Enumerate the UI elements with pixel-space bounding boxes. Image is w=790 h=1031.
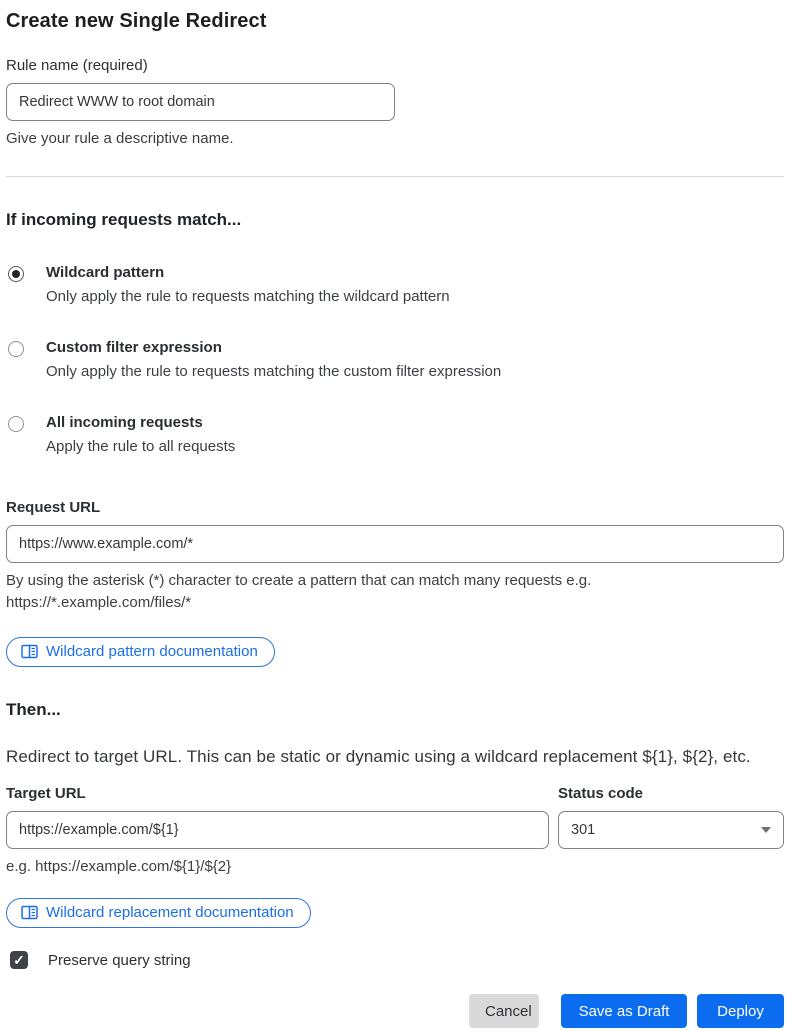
status-code-value: 301 <box>571 822 596 839</box>
request-url-help-line2: https://*.example.com/files/* <box>6 593 192 611</box>
rule-name-label: Rule name (required) <box>6 57 148 74</box>
checkbox-checked-icon[interactable]: ✓ <box>10 951 28 969</box>
form-actions <box>6 994 784 1028</box>
target-url-help: e.g. https://example.com/${1}/${2} <box>6 858 232 876</box>
cancel-button[interactable]: Cancel <box>469 994 539 1028</box>
rule-name-help: Give your rule a descriptive name. <box>6 130 234 147</box>
rule-name-input[interactable] <box>6 83 395 121</box>
target-url-input[interactable] <box>6 811 549 849</box>
radio-wildcard-pattern-desc: Only apply the rule to requests matching the wildcard pattern <box>46 287 450 305</box>
preserve-query-label: Preserve query string <box>48 951 191 969</box>
radio-all-requests[interactable] <box>6 414 784 455</box>
then-description: Redirect to target URL. This can be static or dynamic using a wildcard replacement ${1}, ${2}, etc. <box>6 747 751 767</box>
target-row <box>6 767 784 878</box>
preserve-query-checkbox-row[interactable] <box>6 951 784 969</box>
page-title: Create new Single Redirect <box>6 10 267 32</box>
radio-selected-icon[interactable] <box>8 266 24 282</box>
radio-custom-filter-label: Custom filter expression <box>46 338 222 356</box>
then-section-heading: Then... <box>6 700 61 720</box>
request-url-label: Request URL <box>6 498 101 516</box>
request-url-help <box>6 570 784 614</box>
deploy-button[interactable]: Deploy <box>697 994 784 1028</box>
chevron-down-icon <box>761 827 771 833</box>
book-icon <box>21 905 38 920</box>
wildcard-pattern-doc-label: Wildcard pattern documentation <box>46 643 258 661</box>
radio-custom-filter-desc: Only apply the rule to requests matching the custom filter expression <box>46 362 502 380</box>
status-code-label: Status code <box>558 785 644 803</box>
radio-all-requests-desc: Apply the rule to all requests <box>46 437 236 455</box>
section-divider <box>6 176 784 177</box>
status-code-select[interactable] <box>558 811 784 849</box>
wildcard-replacement-doc-label: Wildcard replacement documentation <box>46 904 294 921</box>
match-type-radio-group <box>6 264 784 455</box>
radio-unselected-icon[interactable] <box>8 341 24 357</box>
radio-custom-filter[interactable] <box>6 339 784 380</box>
request-url-help-line1: By using the asterisk (*) character to create a pattern that can match many requests e.g. <box>6 571 592 589</box>
radio-unselected-icon[interactable] <box>8 416 24 432</box>
save-as-draft-button[interactable]: Save as Draft <box>561 994 687 1028</box>
book-icon <box>21 644 38 659</box>
radio-all-requests-label: All incoming requests <box>46 413 203 431</box>
radio-wildcard-pattern-label: Wildcard pattern <box>46 263 165 281</box>
target-url-label: Target URL <box>6 785 86 803</box>
wildcard-pattern-doc-button[interactable] <box>6 637 275 667</box>
match-section-heading: If incoming requests match... <box>6 209 242 229</box>
request-url-input[interactable] <box>6 525 784 563</box>
wildcard-replacement-doc-button[interactable] <box>6 898 311 928</box>
radio-wildcard-pattern[interactable] <box>6 264 784 305</box>
